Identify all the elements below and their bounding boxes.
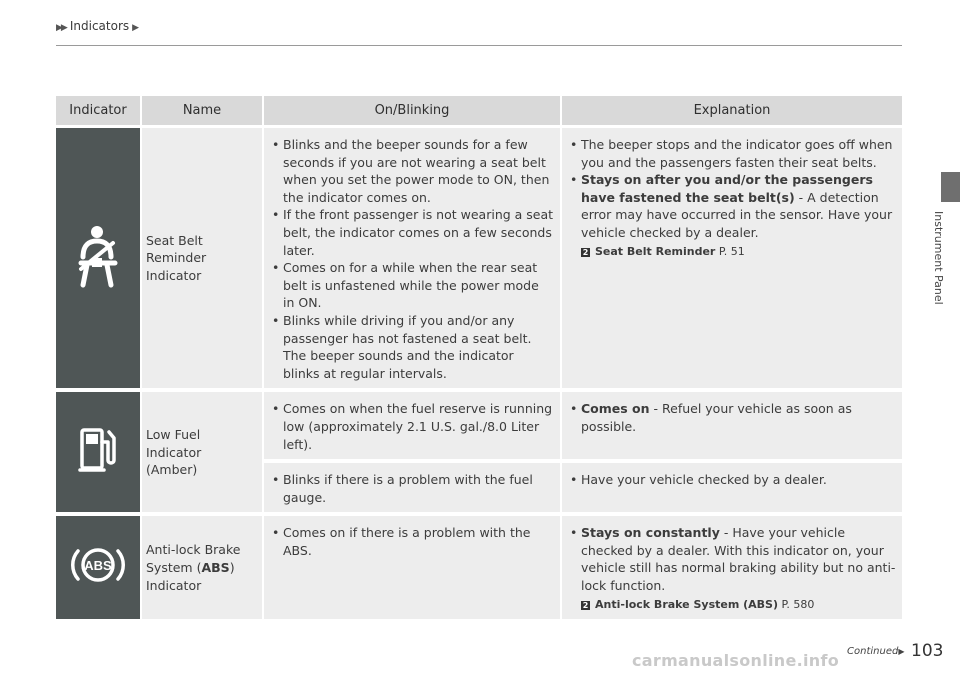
column-header-indicator: Indicator (56, 96, 142, 128)
indicator-name: Seat Belt Reminder Indicator (146, 232, 207, 283)
explanation-text: The beeper stops and the indicator goes off when you and the passengers fasten their seat belts. (581, 137, 893, 170)
indicator-name-cell (142, 128, 264, 392)
column-header-name: Name (142, 96, 264, 128)
reference-title: Seat Belt Reminder (595, 244, 716, 258)
list-item (568, 524, 896, 594)
on-blinking-list (270, 471, 554, 506)
breadcrumb-arrows: ▶▶ (56, 23, 66, 33)
list-item (568, 136, 896, 171)
continued-label (847, 646, 904, 657)
page-header (56, 19, 139, 33)
explanation-bold: Stays on after you and/or the passengers have fastened the seat belt(s) (581, 172, 873, 205)
section-tab-label: Instrument Panel (932, 211, 945, 305)
on-blinking-cell (264, 516, 562, 623)
breadcrumb-section: Indicators (69, 19, 130, 33)
list-item: • Comes on if there is a problem with the ABS. (270, 524, 554, 559)
indicator-name-bold: ABS (201, 559, 230, 575)
continued-arrow-icon: ▶ (898, 647, 905, 656)
explanation-text: - Have your vehicle checked by a dealer. With this indicator on, your vehicle still has normal braking ability but no anti-lock function. (581, 525, 896, 594)
cross-reference[interactable] (568, 596, 896, 614)
indicator-table (56, 96, 902, 623)
on-blinking-cell (264, 392, 562, 463)
explanation-bold: Comes on (581, 401, 650, 417)
reference-title: Anti-lock Brake System (ABS) (595, 597, 778, 611)
list-item: • Blinks if there is a problem with the fuel gauge. (270, 471, 554, 506)
explanation-list (568, 524, 896, 594)
header-rule (56, 45, 902, 46)
section-tab-marker (941, 172, 960, 202)
indicator-cell (56, 128, 142, 392)
abs-icon (68, 542, 128, 588)
indicator-name: Low Fuel Indicator (Amber) (146, 426, 202, 478)
explanation-bold: Stays on constantly (581, 525, 720, 541)
on-blinking-cell (264, 463, 562, 516)
reference-arrow-icon: 2 (582, 600, 589, 610)
explanation-cell (562, 516, 902, 623)
page-number: 103 (911, 641, 944, 661)
explanation-list (568, 471, 896, 489)
explanation-text: - A detection error may have occurred in the sensor. Have your vehicle checked by a dealer. (581, 189, 893, 240)
svg-text:ABS: ABS (84, 558, 112, 574)
indicator-cell (56, 516, 142, 623)
explanation-text: - Refuel your vehicle as soon as possible. (581, 401, 852, 434)
watermark: carmanualsonline.info (632, 651, 840, 670)
column-header-on-blinking: On/Blinking (264, 96, 562, 128)
indicator-name-part: ) Indicator (146, 559, 235, 593)
explanation-cell (562, 128, 902, 392)
table-row (56, 392, 902, 463)
on-blinking-list (270, 400, 554, 453)
table-header-row (56, 96, 902, 128)
on-blinking-list (270, 524, 554, 559)
list-item: • Comes on for a while when the rear seat belt is unfastened while the power mode in ON. (270, 259, 554, 312)
breadcrumb-arrow: ▶ (132, 23, 140, 33)
explanation-cell (562, 463, 902, 516)
list-item: • Comes on when the fuel reserve is running low (approximately 2.1 U.S. gal./8.0 Liter left). (270, 400, 554, 453)
list-item: • Blinks and the beeper sounds for a few seconds if you are not wearing a seat belt when you set the power mode to ON, then the indicator comes on. (270, 136, 554, 206)
fuel-pump-icon (78, 426, 118, 474)
reference-page: P. 580 (778, 597, 815, 611)
indicator-name-cell (142, 392, 264, 516)
table-row (56, 516, 902, 623)
indicator-name-cell (142, 516, 264, 623)
table-row (56, 128, 902, 392)
reference-page: P. 51 (715, 244, 745, 258)
indicator-name (146, 542, 240, 592)
explanation-cell (562, 392, 902, 463)
on-blinking-cell (264, 128, 562, 392)
list-item: • If the front passenger is not wearing a seat belt, the indicator comes on a few seconds later. (270, 206, 554, 259)
indicator-cell (56, 392, 142, 516)
on-blinking-list (270, 136, 554, 382)
reference-arrow-icon: 2 (582, 247, 589, 257)
list-item (568, 400, 896, 435)
explanation-list (568, 400, 896, 435)
continued-text: Continued (847, 646, 899, 657)
cross-reference[interactable] (568, 243, 896, 261)
list-item: • Blinks while driving if you and/or any passenger has not fastened a seat belt. The beeper sounds and the indicator blinks at regular intervals. (270, 312, 554, 382)
indicator-name-part: Anti-lock Brake System ( (146, 542, 241, 575)
explanation-list (568, 136, 896, 242)
column-header-explanation: Explanation (562, 96, 902, 128)
list-item: • Have your vehicle checked by a dealer. (568, 471, 896, 489)
seat-belt-icon (73, 223, 123, 289)
list-item (568, 171, 896, 241)
